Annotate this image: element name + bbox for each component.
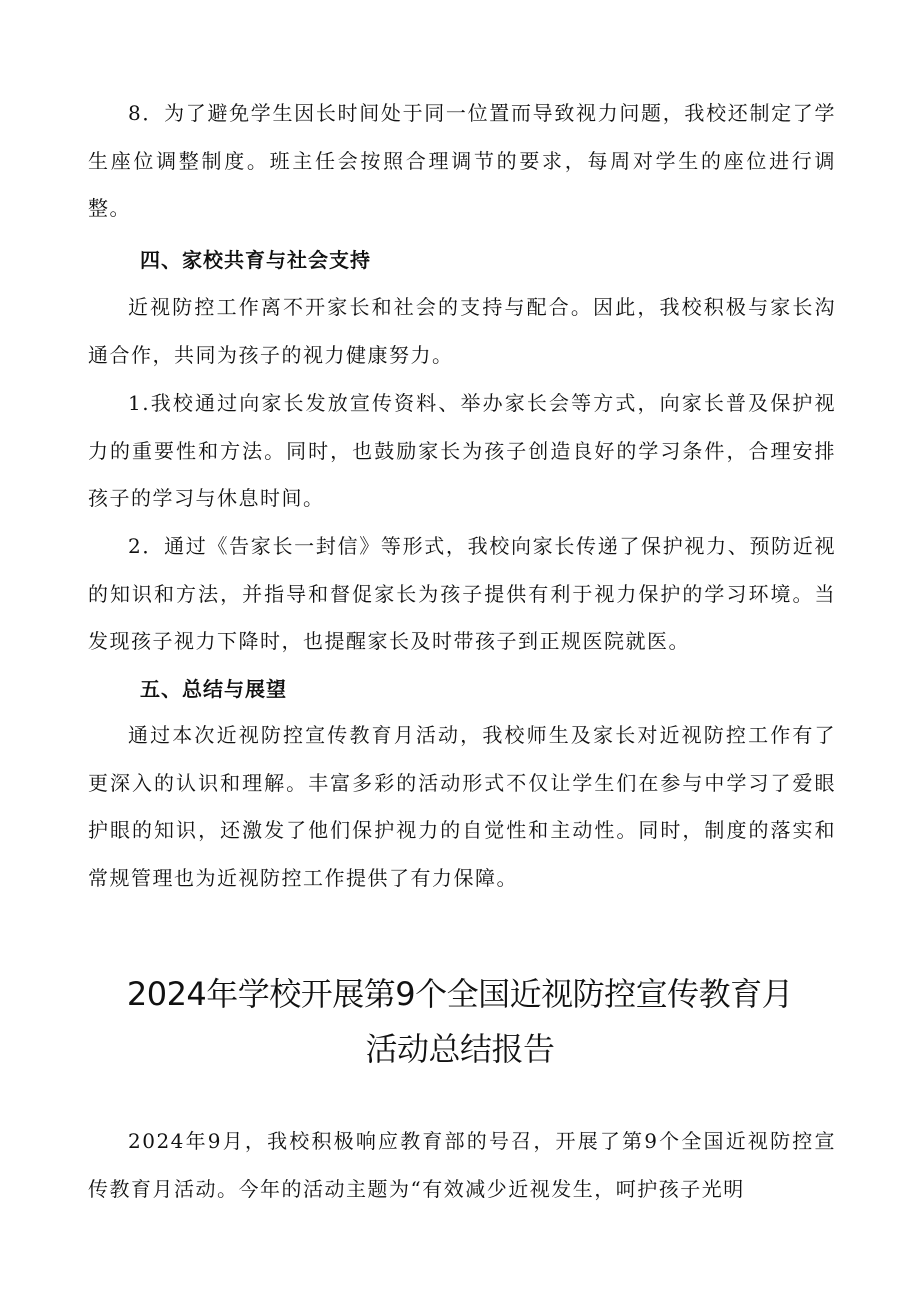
- paragraph-home-school-intro: 近视防控工作离不开家长和社会的支持与配合。因此，我校积极与家长沟通合作，共同为孩子的视力健康努力。: [88, 295, 836, 367]
- section-heading-summary: 五、总结与展望: [140, 677, 287, 701]
- report-title-line-2: 活动总结报告: [365, 1030, 555, 1068]
- section-heading-home-school: 四、家校共育与社会支持: [140, 248, 371, 272]
- paragraph-parent-letter: 2．通过《告家长一封信》等形式，我校向家长传递了保护视力、预防近视的知识和方法，并指导和督促家长为孩子提供有利于视力保护的学习环境。当发现孩子视力下降时，也提醒家长及时带孩子到正规医院就医。: [88, 534, 836, 653]
- report-title-line-1: 2024年学校开展第9个全国近视防控宣传教育月: [126, 975, 794, 1013]
- paragraph-parent-materials: 1.我校通过向家长发放宣传资料、举办家长会等方式，向家长普及保护视力的重要性和方法。同时，也鼓励家长为孩子创造良好的学习条件，合理安排孩子的学习与休息时间。: [88, 391, 836, 510]
- paragraph-summary: 通过本次近视防控宣传教育月活动，我校师生及家长对近视防控工作有了更深入的认识和理解。丰富多彩的活动形式不仅让学生们在参与中学习了爱眼护眼的知识，还激发了他们保护视力的自觉性和主动性。同时，制度的落实和常规管理也为近视防控工作提供了有力保障。: [88, 723, 836, 890]
- paragraph-intro: 2024年9月，我校积极响应教育部的号召，开展了第9个全国近视防控宣传教育月活动。今年的活动主题为“有效减少近视发生，呵护孩子光明: [88, 1129, 836, 1201]
- paragraph-seat-adjustment: 8．为了避免学生因长时间处于同一位置而导致视力问题，我校还制定了学生座位调整制度。班主任会按照合理调节的要求，每周对学生的座位进行调整。: [88, 101, 836, 220]
